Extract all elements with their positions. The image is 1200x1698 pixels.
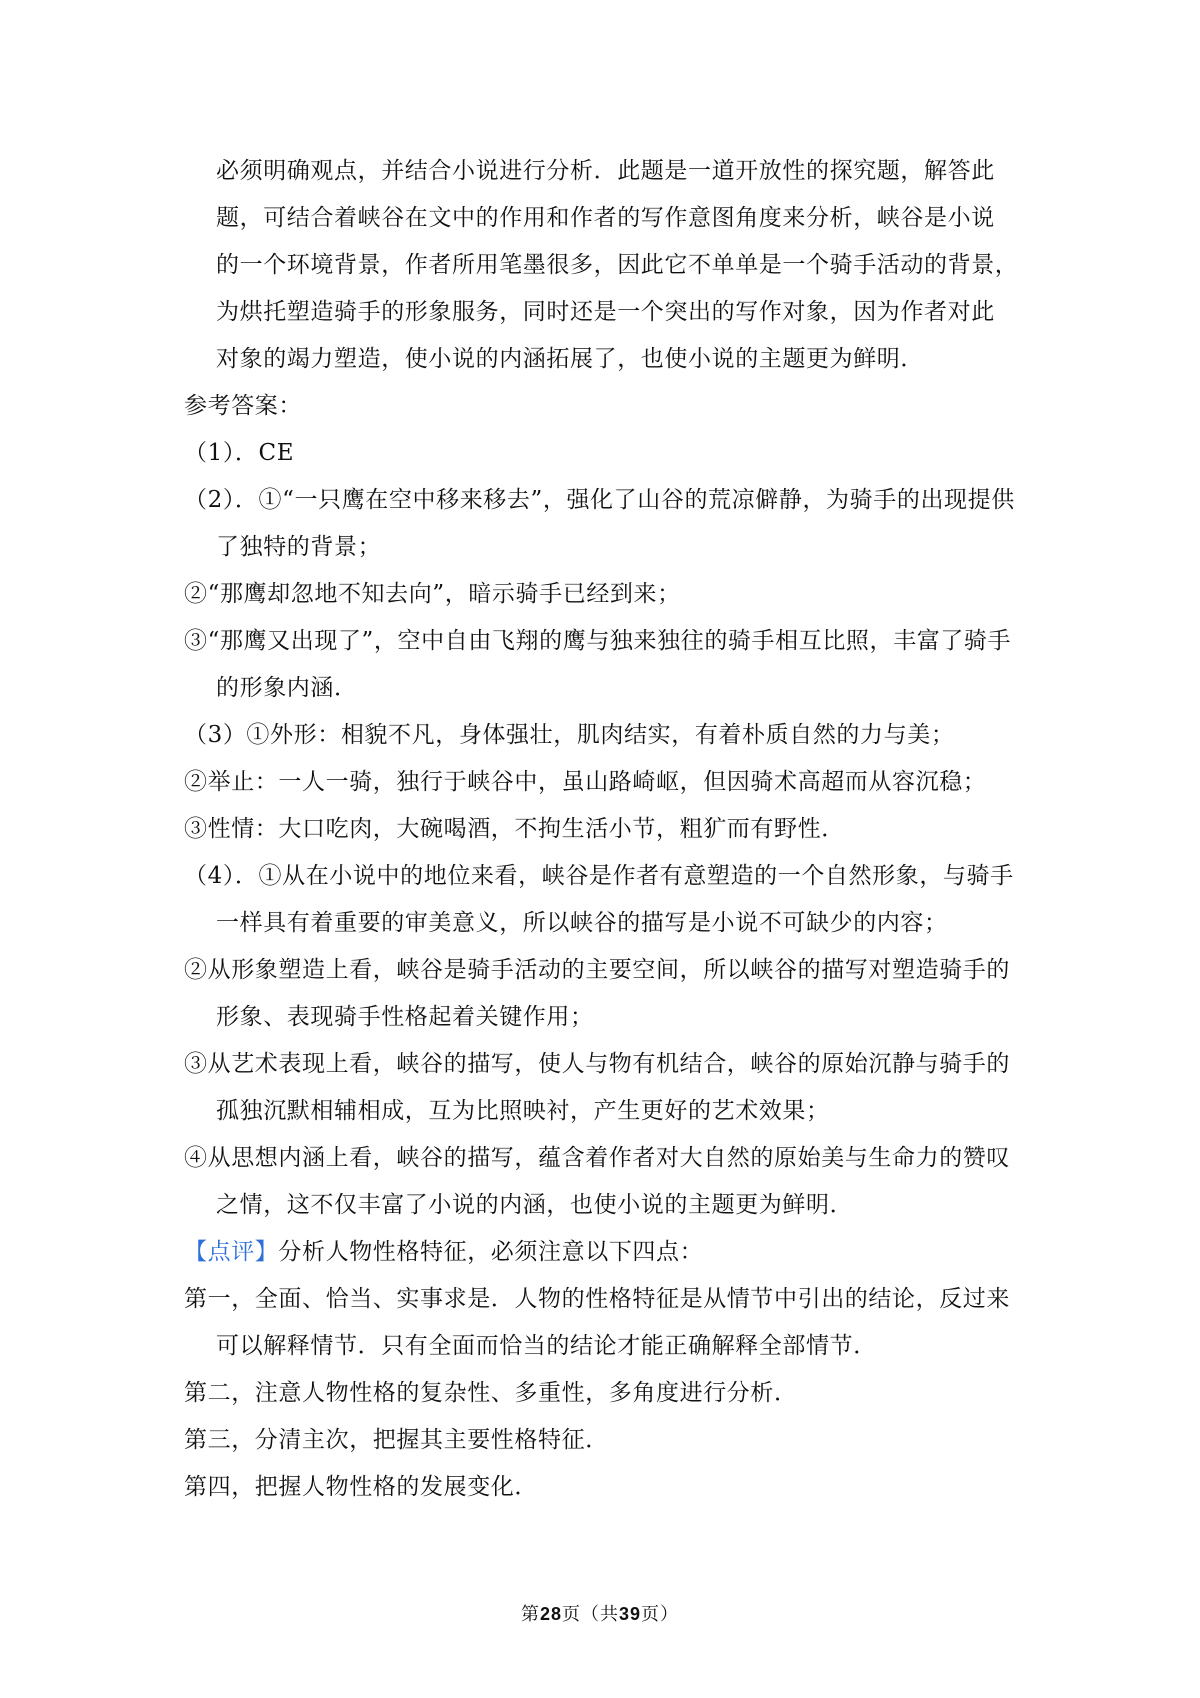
text-line: 必须明确观点，并结合小说进行分析．此题是一道开放性的探究题，解答此 <box>216 158 995 184</box>
text-line: ②“那鹰却忽地不知去向”，暗示骑手已经到来； <box>184 581 681 607</box>
text-line: 参考答案： <box>184 393 302 419</box>
text-line: 之情，这不仅丰富了小说的内涵，也使小说的主题更为鲜明． <box>216 1192 854 1218</box>
text-line: 一样具有着重要的审美意义，所以峡谷的描写是小说不可缺少的内容； <box>216 910 948 936</box>
analysis-and-answers <box>184 148 1044 1229</box>
text-line: （2）．①“一只鹰在空中移来移去”，强化了山谷的荒凉僻静，为骑手的出现提供 <box>184 487 1015 513</box>
comment-point-line: 第二，注意人物性格的复杂性、多重性，多角度进行分析． <box>184 1380 798 1406</box>
text-line: 为烘托塑造骑手的形象服务，同时还是一个突出的写作对象，因为作者对此 <box>216 299 995 325</box>
comment-tag: 【点评】 <box>184 1239 279 1265</box>
text-line: 对象的竭力塑造，使小说的内涵拓展了，也使小说的主题更为鲜明． <box>216 346 924 372</box>
comment-line <box>184 1229 1044 1276</box>
text-line: 孤独沉默相辅相成，互为比照映衬，产生更好的艺术效果； <box>216 1098 830 1124</box>
footer-middle: 页（共 <box>562 1604 619 1625</box>
text-line: 题，可结合着峡谷在文中的作用和作者的写作意图角度来分析，峡谷是小说 <box>216 205 995 231</box>
text-line: 了独特的背景； <box>216 534 382 560</box>
footer-total-pages: 39 <box>619 1604 642 1624</box>
page-footer <box>0 1600 1200 1626</box>
text-line: （1）．CE <box>184 440 295 466</box>
text-line: （4）．①从在小说中的地位来看，峡谷是作者有意塑造的一个自然形象，与骑手 <box>184 863 1014 889</box>
text-line: ③性情：大口吃肉，大碗喝酒，不拘生活小节，粗犷而有野性． <box>184 816 845 842</box>
comment-point-line: 第一，全面、恰当、实事求是．人物的性格特征是从情节中引出的结论，反过来 <box>184 1286 1010 1312</box>
footer-prefix: 第 <box>520 1604 540 1625</box>
text-line: （3）①外形：相貌不凡，身体强壮，肌肉结实，有着朴质自然的力与美； <box>184 722 955 748</box>
text-line: ③从艺术表现上看，峡谷的描写，使人与物有机结合，峡谷的原始沉静与骑手的 <box>184 1051 1010 1077</box>
text-line: ③“那鹰又出现了”，空中自由飞翔的鹰与独来独往的骑手相互比照，丰富了骑手 <box>184 628 1012 654</box>
footer-suffix: 页） <box>641 1604 680 1625</box>
comment-text: 分析人物性格特征，必须注意以下四点： <box>278 1239 704 1265</box>
text-line: 的形象内涵． <box>216 675 358 701</box>
text-line: ②从形象塑造上看，峡谷是骑手活动的主要空间，所以峡谷的描写对塑造骑手的 <box>184 957 1010 983</box>
comment-point-line: 可以解释情节．只有全面而恰当的结论才能正确解释全部情节． <box>216 1333 877 1359</box>
text-line: ④从思想内涵上看，峡谷的描写，蕴含着作者对大自然的原始美与生命力的赞叹 <box>184 1145 1010 1171</box>
footer-page-number: 28 <box>539 1604 562 1624</box>
text-line: ②举止：一人一骑，独行于峡谷中，虽山路崎岖，但因骑术高超而从容沉稳； <box>184 769 987 795</box>
comment-points <box>184 1276 1044 1511</box>
text-line: 形象、表现骑手性格起着关键作用； <box>216 1004 594 1030</box>
page-content <box>184 148 1044 1511</box>
comment-point-line: 第三，分清主次，把握其主要性格特征． <box>184 1427 609 1453</box>
text-line: 的一个环境背景，作者所用笔墨很多，因此它不单单是一个骑手活动的背景， <box>216 252 1019 278</box>
comment-point-line: 第四，把握人物性格的发展变化． <box>184 1474 538 1500</box>
